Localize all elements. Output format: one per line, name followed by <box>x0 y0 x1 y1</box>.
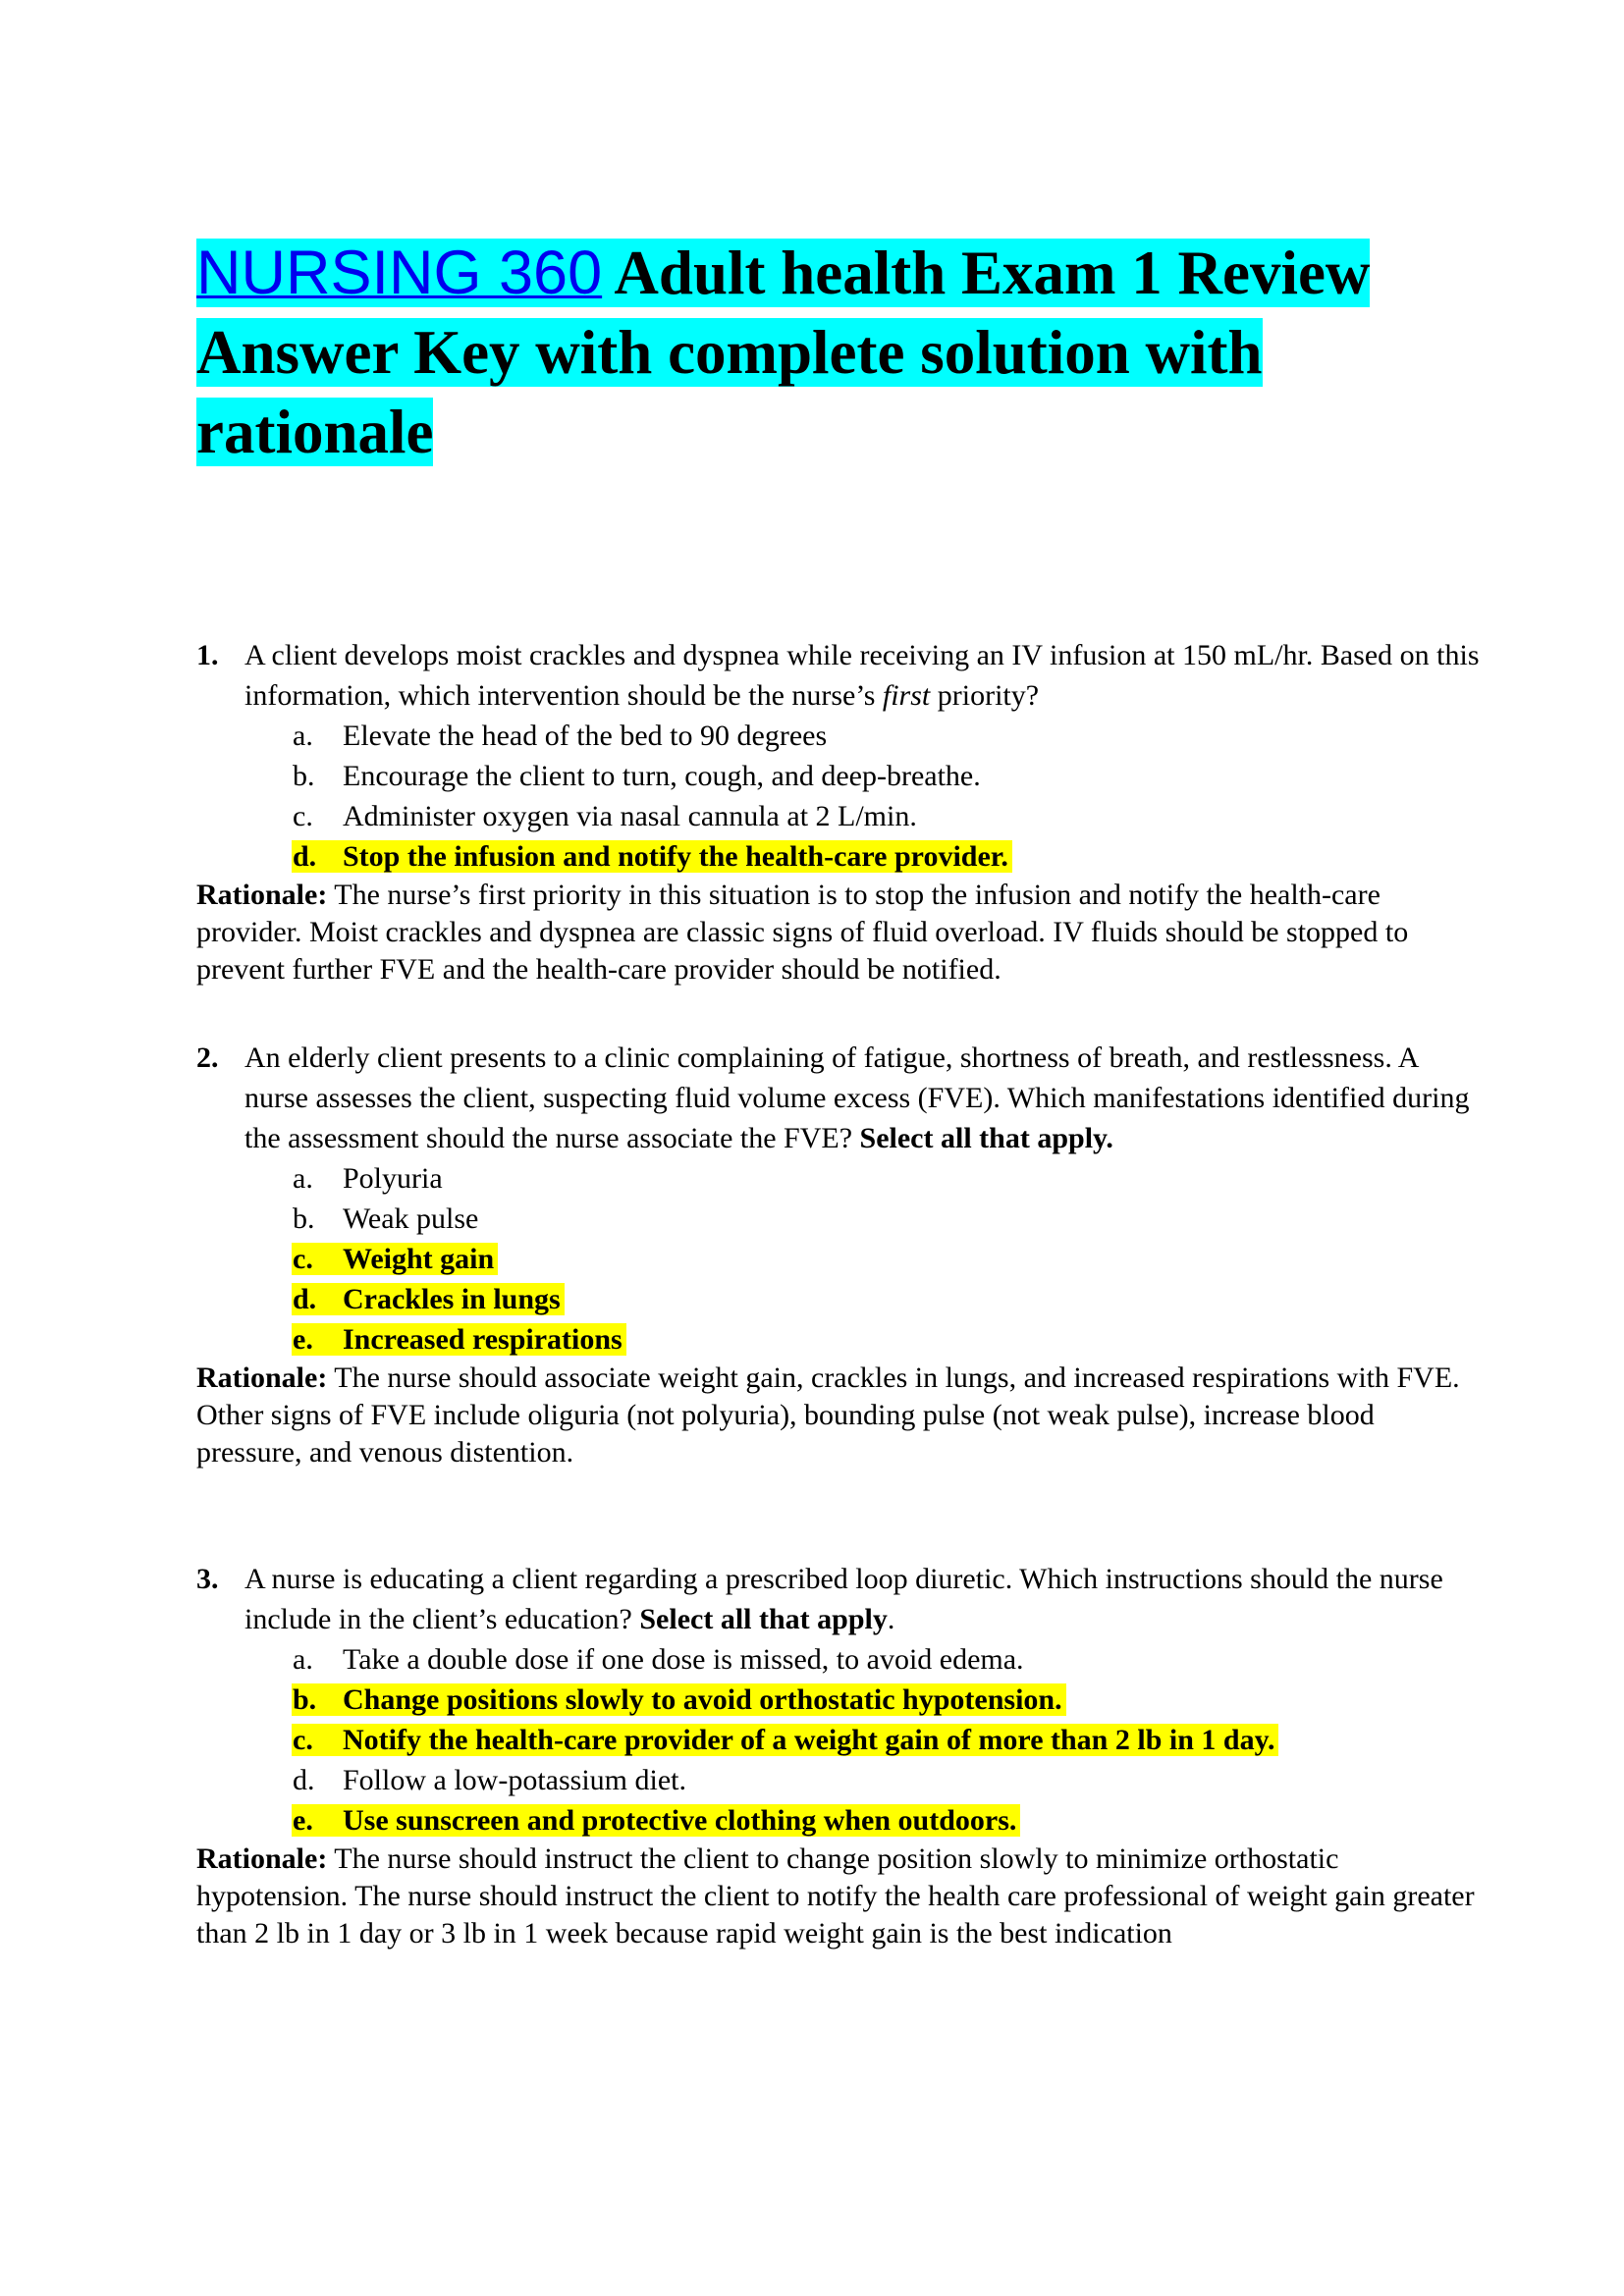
option-a: a. Elevate the head of the bed to 90 degrees <box>293 720 828 752</box>
question-1 <box>196 635 1483 988</box>
option-c-correct: c. Notify the health-care provider of a weight gain of more than 2 lb in 1 day. <box>196 1720 1483 1760</box>
option-b-correct: b. Change positions slowly to avoid orthostatic hypotension. <box>196 1680 1483 1720</box>
option-e-correct: e. Use sunscreen and protective clothing when outdoors. <box>196 1800 1483 1841</box>
option-d: d. Follow a low-potassium diet. <box>293 1764 686 1796</box>
course-link[interactable]: NURSING 360 <box>196 239 603 307</box>
question-3 <box>196 1559 1483 1952</box>
rationale: Rationale: The nurse’s first priority in this situation is to stop the infusion and notify the health-care provider. Moist crackles and dyspnea are classic signs of fluid overload. IV fluids should be stopped to prevent further FVE and the health-care provider should be notified. <box>196 879 1409 986</box>
option-a: a. Polyuria <box>293 1162 443 1195</box>
option-d-correct: d. Stop the infusion and notify the health-care provider. <box>196 836 1483 877</box>
option-a: a. Take a double dose if one dose is missed, to avoid edema. <box>293 1643 1024 1676</box>
option-b: b. Encourage the client to turn, cough, and deep-breathe. <box>293 760 981 792</box>
rationale: Rationale: The nurse should associate weight gain, crackles in lungs, and increased respirations with FVE. Other signs of FVE include oliguria (not polyuria), bounding pulse (not weak pulse), increase blood pressure, and venous distention. <box>196 1362 1460 1468</box>
option-b: b. Weak pulse <box>293 1202 479 1235</box>
question-number: 3. <box>196 1563 219 1595</box>
option-c-correct: c. Weight gain <box>196 1239 1483 1279</box>
question-2 <box>196 1038 1483 1471</box>
document-title <box>196 234 1473 472</box>
question-stem: 1. A client develops moist crackles and dyspnea while receiving an IV infusion at 150 mL/hr. Based on this information, which intervention should be the nurse’s first priority? <box>196 635 1483 716</box>
rationale: Rationale: The nurse should instruct the client to change position slowly to minimize orthostatic hypotension. The nurse should instruct the client to notify the health care professional of weight gain greater than 2 lb in 1 day or 3 lb in 1 week because rapid weight gain is the best indication <box>196 1842 1475 1949</box>
question-number: 2. <box>196 1041 219 1074</box>
title-text: Adult health Exam 1 Review Answer Key with complete solution with rationale <box>196 239 1371 466</box>
question-stem: 2. An elderly client presents to a clinic complaining of fatigue, shortness of breath, and restlessness. A nurse assesses the client, suspecting fluid volume excess (FVE). Which manifestations identified during the assessment should the nurse associate the FVE? Select all that apply. <box>196 1038 1483 1158</box>
option-e-correct: e. Increased respirations <box>196 1319 1483 1360</box>
question-number: 1. <box>196 639 219 671</box>
question-stem: 3. A nurse is educating a client regarding a prescribed loop diuretic. Which instructions should the nurse include in the client’s education? Select all that apply. <box>196 1559 1483 1639</box>
option-c: c. Administer oxygen via nasal cannula at 2 L/min. <box>293 800 917 832</box>
option-d-correct: d. Crackles in lungs <box>196 1279 1483 1319</box>
